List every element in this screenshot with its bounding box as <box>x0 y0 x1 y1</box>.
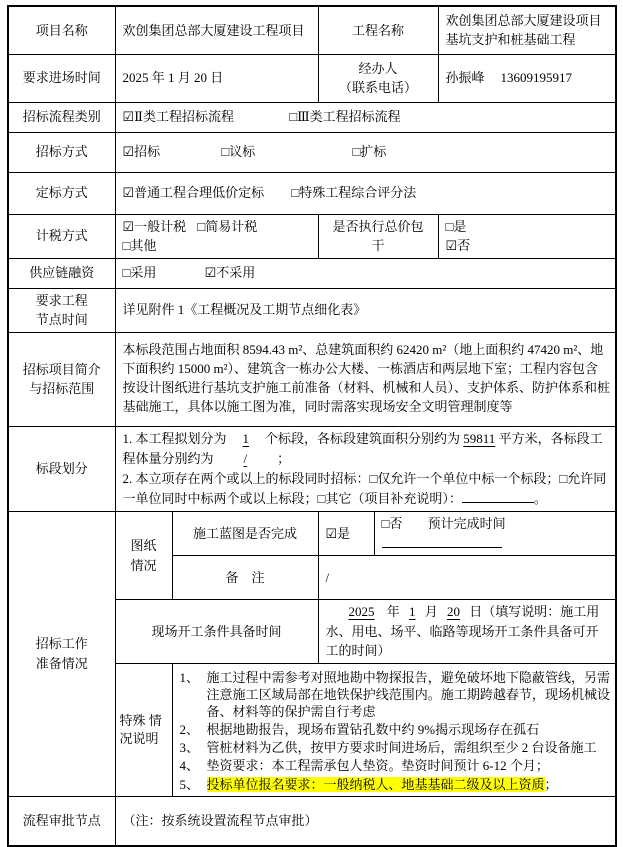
handler-label-line2: （联系电话） <box>339 80 418 95</box>
division-text-6: 。 <box>533 490 547 506</box>
preparation-label-line2: 准备情况 <box>35 655 88 671</box>
division-volume-underlined: / <box>243 450 248 466</box>
lump-sum-label <box>318 214 438 258</box>
lump-sum-options <box>438 214 616 258</box>
project-name-label: 项目名称 <box>8 6 115 54</box>
division-text-3: 平方米，各标段工程体量分别约为 <box>122 430 603 466</box>
process-type-label: 招标流程类别 <box>8 102 115 132</box>
scope-label <box>8 332 115 426</box>
checkbox-unchecked-icon: □ <box>197 218 206 234</box>
division-text-4: ； <box>277 450 291 466</box>
handler-name: 孙振峰 <box>445 70 485 86</box>
handler-value <box>438 54 616 102</box>
supply-chain-options <box>115 258 616 288</box>
division-text-2: 个标段，各标段建筑面积分别约为 <box>265 430 464 446</box>
option-label: 是 <box>337 525 351 541</box>
checkbox-checked-icon: ☑ <box>122 185 135 201</box>
checkbox-unchecked-icon: □ <box>352 144 361 160</box>
handler-label <box>318 54 438 102</box>
supply-chain-label: 供应链融资 <box>8 258 115 288</box>
node-time-label-line1: 要求工程 <box>35 292 88 308</box>
node-time-value: 详见附件 1《工程概况及工期节点细化表》 <box>115 288 616 332</box>
special-item-5 <box>180 776 611 793</box>
blueprint-eta-label: 预计完成时间 <box>427 516 506 532</box>
site-ready-value <box>318 600 616 664</box>
special-notes-list <box>172 663 616 796</box>
option-general-tax <box>123 217 187 237</box>
checkbox-unchecked-icon: □ <box>221 144 230 160</box>
node-time-label <box>8 288 115 332</box>
checkbox-unchecked-icon: □ <box>122 238 131 253</box>
node-time-label-line2: 节点时间 <box>35 312 88 327</box>
checkbox-checked-icon: ☑ <box>204 265 217 281</box>
site-ready-label: 现场开工条件具备时间 <box>115 600 318 664</box>
checkbox-unchecked-icon: □ <box>381 516 390 532</box>
lump-sum-label-line1: 是否执行总价包 <box>332 218 424 234</box>
process-type-options <box>115 102 616 132</box>
drawings-label-line1: 图纸 <box>130 538 157 554</box>
option-no <box>446 236 471 256</box>
blueprint-done-label: 施工蓝图是否完成 <box>172 512 318 556</box>
checkbox-checked-icon: ☑ <box>122 144 135 160</box>
blueprint-no-option <box>374 512 616 556</box>
option-label: 不采用 <box>216 265 256 281</box>
handler-phone: 13609195917 <box>500 70 573 86</box>
preparation-label <box>8 512 115 797</box>
drawings-label-line2: 情况 <box>130 557 157 573</box>
item-text: 管桩材料为乙供，按甲方要求时间进场后，需组织至少 2 台设备施工 <box>206 740 597 756</box>
item-number: 1、 <box>179 669 200 685</box>
option-label: 议标 <box>229 144 256 160</box>
checkbox-unchecked-icon: □ <box>291 185 300 201</box>
option-lowprice <box>123 183 265 203</box>
option-label: 是 <box>453 218 467 234</box>
option-label: 普通工程合理低价定标 <box>134 185 265 201</box>
checkbox-checked-icon: ☑ <box>325 525 338 541</box>
site-text-note: 日（填写说明：施工用水、用电、场平、临路等现场开工条件具备可开工的时间） <box>325 604 600 659</box>
option-label: Ⅱ类工程招标流程 <box>134 109 234 125</box>
option-label: 简易计税 <box>205 218 258 234</box>
option-score <box>291 183 416 203</box>
site-day-underlined: 20 <box>447 604 461 620</box>
scope-label-line2: 与招标范围 <box>29 381 95 396</box>
division-text-5: 2. 本立项存在两个或以上的标段同时招标：□仅允许一个单位中标一个标段；□允许同一单位同时中标两个或以上标段；□其它（项目补充说明）： <box>122 470 607 506</box>
option-label: 招标 <box>134 144 161 160</box>
option-not-adopt <box>205 263 256 283</box>
special-item-1 <box>180 669 611 720</box>
scope-label-line1: 招标项目简介 <box>22 361 101 377</box>
option-yes <box>446 217 467 237</box>
item-text: 施工过程中需参考对照地勘中物探报告，避免破坏地下隐蔽管线，另需注意施工区域局部在地铁保护线范围内。施工期跨越春节，现场机械设备、材料等的保护需自行考虑 <box>206 669 611 719</box>
special-notes-label: 特殊 情况说明 <box>115 663 172 796</box>
remark-value: / <box>318 556 616 600</box>
option-label: 否 <box>389 516 403 532</box>
item-number: 3、 <box>179 740 200 756</box>
item-number: 2、 <box>179 722 200 738</box>
scope-value: 本标段范围占地面积 8594.43 m²、总建筑面积约 62420 m²（地上面积约 47420 m²、地下面积约 15000 m²）、建筑含一栋办公大楼、一栋酒店和两层地下室；工程内容包含按设计图纸进行基坑支护施工前准备（材料、机械和人员）、支护体系、防护体系和桩基础施工，具体以施工图为准，同时需落实现场安全文明管理制度等 <box>115 332 616 426</box>
site-text-year: 年 <box>386 604 400 620</box>
section-division-label: 标段划分 <box>8 426 115 512</box>
checkbox-unchecked-icon: □ <box>289 109 298 125</box>
blank-underline <box>462 489 534 503</box>
checkbox-checked-icon: ☑ <box>122 109 135 125</box>
option-label: 扩标 <box>360 144 387 160</box>
blueprint-yes-option <box>318 512 374 556</box>
item-number: 4、 <box>179 758 200 774</box>
highlighted-requirement-text: 投标单位报名要求：一般纳税人、地基基础二级及以上资质 <box>206 776 545 792</box>
approval-node-value: （注：按系统设置流程节点审批） <box>115 796 616 846</box>
checkbox-unchecked-icon: □ <box>122 265 131 281</box>
entry-time-label: 要求进场时间 <box>8 54 115 102</box>
division-area-underlined: 59811 <box>463 430 496 446</box>
option-other-tax <box>123 236 157 256</box>
option-yibiao <box>221 142 255 162</box>
option-kuobiao <box>353 142 387 162</box>
work-name-label: 工程名称 <box>318 6 438 54</box>
item-text: 垫资要求：本工程需承包人垫资。垫资时间预计 6-12 个月； <box>206 758 549 774</box>
option-label: 特殊工程综合评分法 <box>299 185 417 201</box>
tax-method-options <box>115 214 318 258</box>
option-adopt <box>123 263 157 283</box>
item-number: 5、 <box>179 776 200 792</box>
award-method-label: 定标方式 <box>8 172 115 214</box>
bidding-form-table <box>7 5 617 847</box>
remark-label: 备 注 <box>172 556 318 600</box>
site-month-underlined: 1 <box>409 604 416 620</box>
lump-sum-label-line2: 干 <box>371 238 385 253</box>
blank-underline <box>382 534 502 548</box>
bid-method-options <box>115 132 616 172</box>
entry-time-value: 2025 年 1 月 20 日 <box>115 54 318 102</box>
drawings-label <box>115 512 172 600</box>
checkbox-checked-icon: ☑ <box>445 238 458 253</box>
handler-label-line1: 经办人 <box>358 60 398 76</box>
work-name-value: 欢创集团总部大厦建设项目基坑支护和桩基础工程 <box>438 6 616 54</box>
option-class2 <box>123 107 235 127</box>
option-label: 其他 <box>130 238 157 253</box>
approval-node-label: 流程审批节点 <box>8 796 115 846</box>
site-year-underlined: 2025 <box>348 604 375 620</box>
item-text: 根据地勘报告，现场布置钻孔数中约 9%揭示现场存在孤石 <box>206 722 540 738</box>
preparation-label-line1: 招标工作 <box>35 636 88 652</box>
tax-method-label: 计税方式 <box>8 214 115 258</box>
project-name-value: 欢创集团总部大厦建设工程项目 <box>115 6 318 54</box>
option-label: 否 <box>457 238 471 253</box>
option-zhaobiao <box>123 142 161 162</box>
division-count-underlined: 1 <box>242 430 250 446</box>
item-tail: ； <box>544 776 558 792</box>
bid-method-label: 招标方式 <box>8 132 115 172</box>
option-label: 一般计税 <box>134 218 187 234</box>
division-text-1: 1. 本工程拟划分为 <box>122 430 227 446</box>
checkbox-checked-icon: ☑ <box>122 218 135 234</box>
section-division-value <box>115 426 616 512</box>
checkbox-unchecked-icon: □ <box>445 218 454 234</box>
option-class3 <box>289 107 400 127</box>
award-method-options <box>115 172 616 214</box>
site-text-month: 月 <box>424 604 438 620</box>
option-simple-tax <box>197 217 257 237</box>
special-item-4 <box>180 757 611 774</box>
special-item-2 <box>180 721 611 738</box>
option-label: 采用 <box>130 265 157 281</box>
special-item-3 <box>180 739 611 756</box>
option-label: Ⅲ类工程招标流程 <box>297 109 401 125</box>
